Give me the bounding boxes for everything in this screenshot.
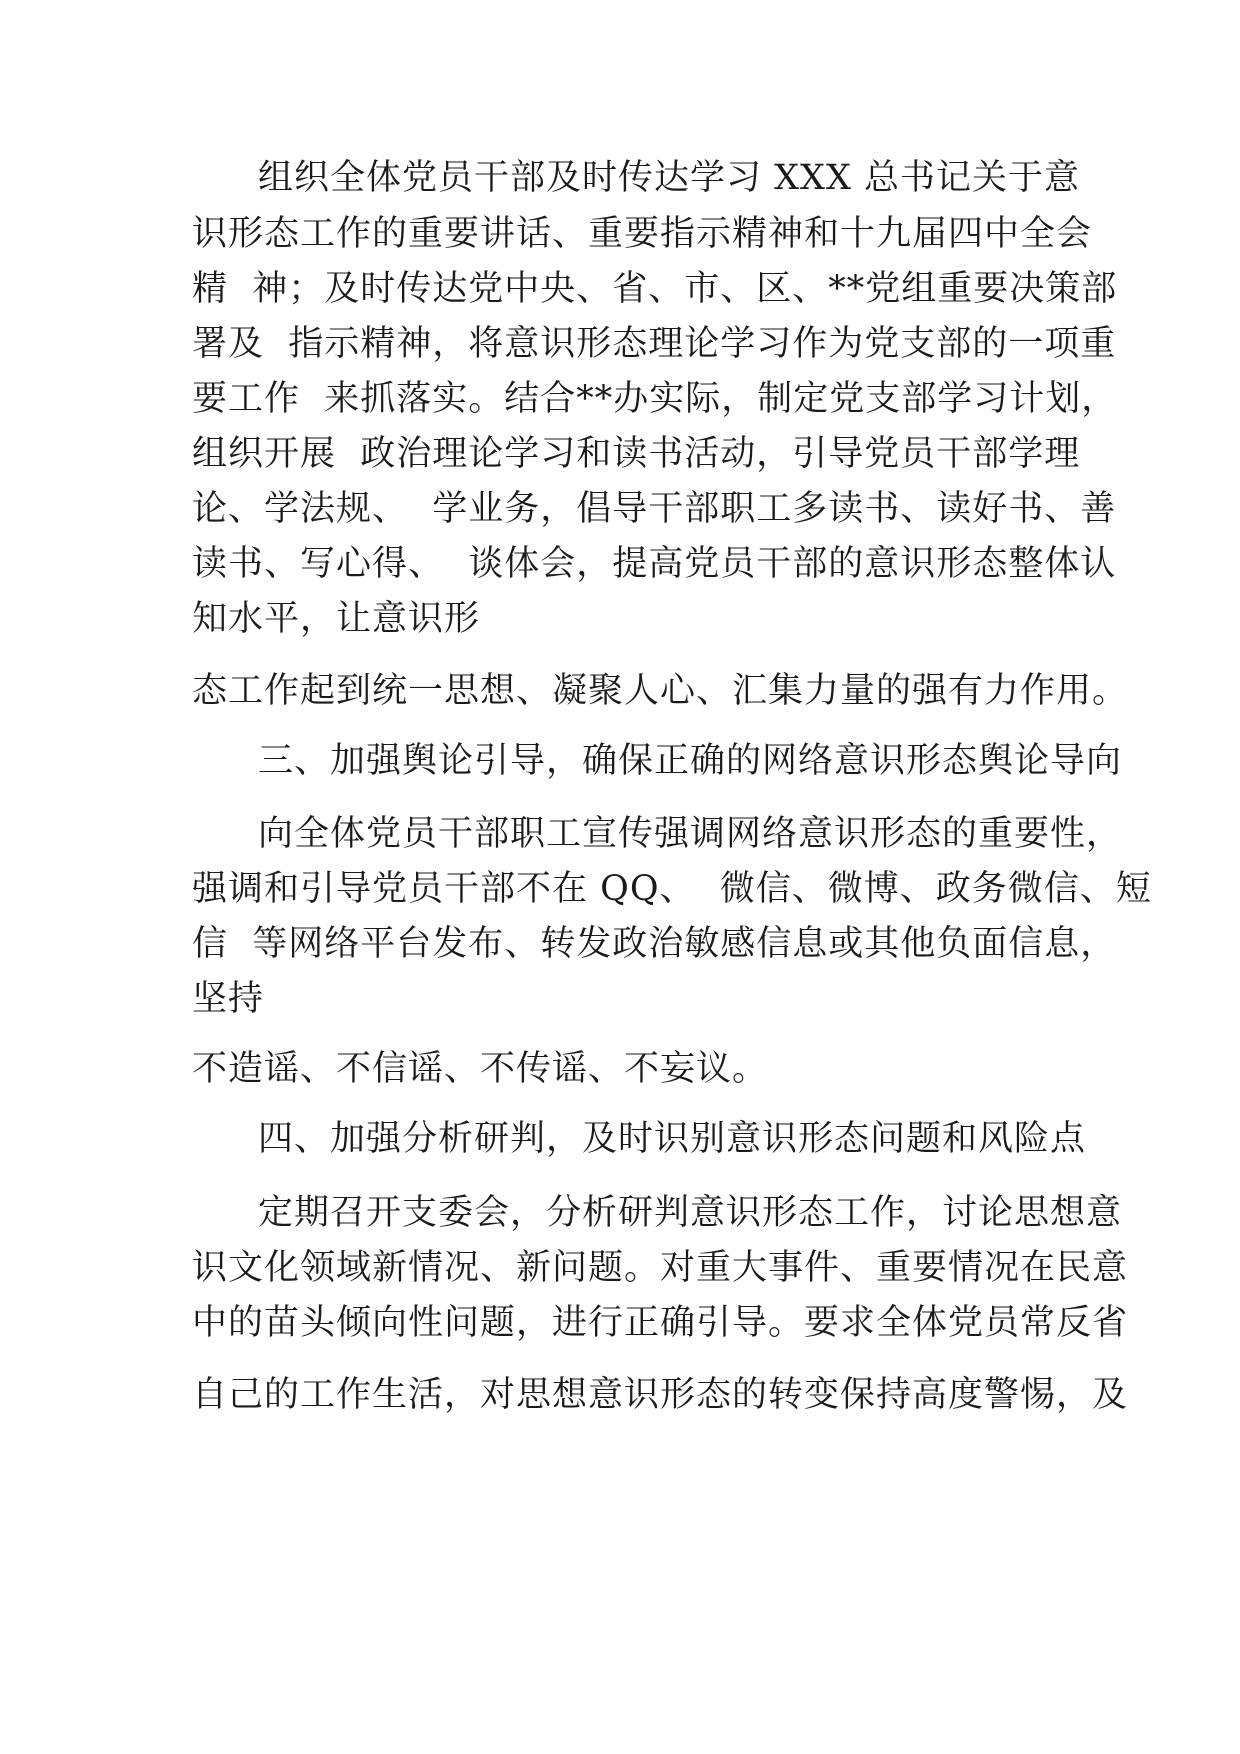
text-line: 中的苗头倾向性问题，进行正确引导。要求全体党员常反省 <box>192 1303 1129 1343</box>
text-line: 组织全体党员干部及时传达学习 XXX 总书记关于意 <box>258 158 1081 198</box>
section-heading: 四、加强分析研判，及时识别意识形态问题和风险点 <box>258 1119 1087 1159</box>
text-line: 不造谣、不信谣、不传谣、不妄议。 <box>192 1049 769 1089</box>
text-line: 知水平，让意识形 <box>192 599 481 639</box>
text-line: 态工作起到统一思想、凝聚人心、汇集力量的强有力作用。 <box>192 671 1129 711</box>
text-line: 要工作 来抓落实。结合**办实际，制定党支部学习计划， <box>192 379 1118 419</box>
text-line: 署及 指示精神，将意识形态理论学习作为党支部的一项重 <box>192 324 1117 364</box>
text-line: 组织开展 政治理论学习和读书活动，引导党员干部学理 <box>192 434 1081 474</box>
text-line: 向全体党员干部职工宣传强调网络意识形态的重要性， <box>258 814 1123 854</box>
text-line: 强调和引导党员干部不在 QQ、 微信、微博、政务微信、短 <box>192 869 1152 909</box>
text-line: 坚持 <box>192 979 265 1019</box>
text-line: 信 等网络平台发布、转发政治敏感信息或其他负面信息， <box>192 924 1117 964</box>
text-line: 论、学法规、 学业务，倡导干部职工多读书、读好书、善 <box>192 489 1117 529</box>
text-line: 识文化领域新情况、新问题。对重大事件、重要情况在民意 <box>192 1248 1129 1288</box>
text-line: 精 神；及时传达党中央、省、市、区、**党组重要决策部 <box>192 269 1118 309</box>
text-line: 自己的工作生活，对思想意识形态的转变保持高度警惕，及 <box>192 1375 1129 1415</box>
text-line: 读书、写心得、 谈体会，提高党员干部的意识形态整体认 <box>192 544 1117 584</box>
text-line: 识形态工作的重要讲话、重要指示精神和十九届四中全会 <box>192 214 1093 254</box>
section-heading: 三、加强舆论引导，确保正确的网络意识形态舆论导向 <box>258 741 1123 781</box>
text-line: 定期召开支委会，分析研判意识形态工作，讨论思想意 <box>258 1193 1123 1233</box>
